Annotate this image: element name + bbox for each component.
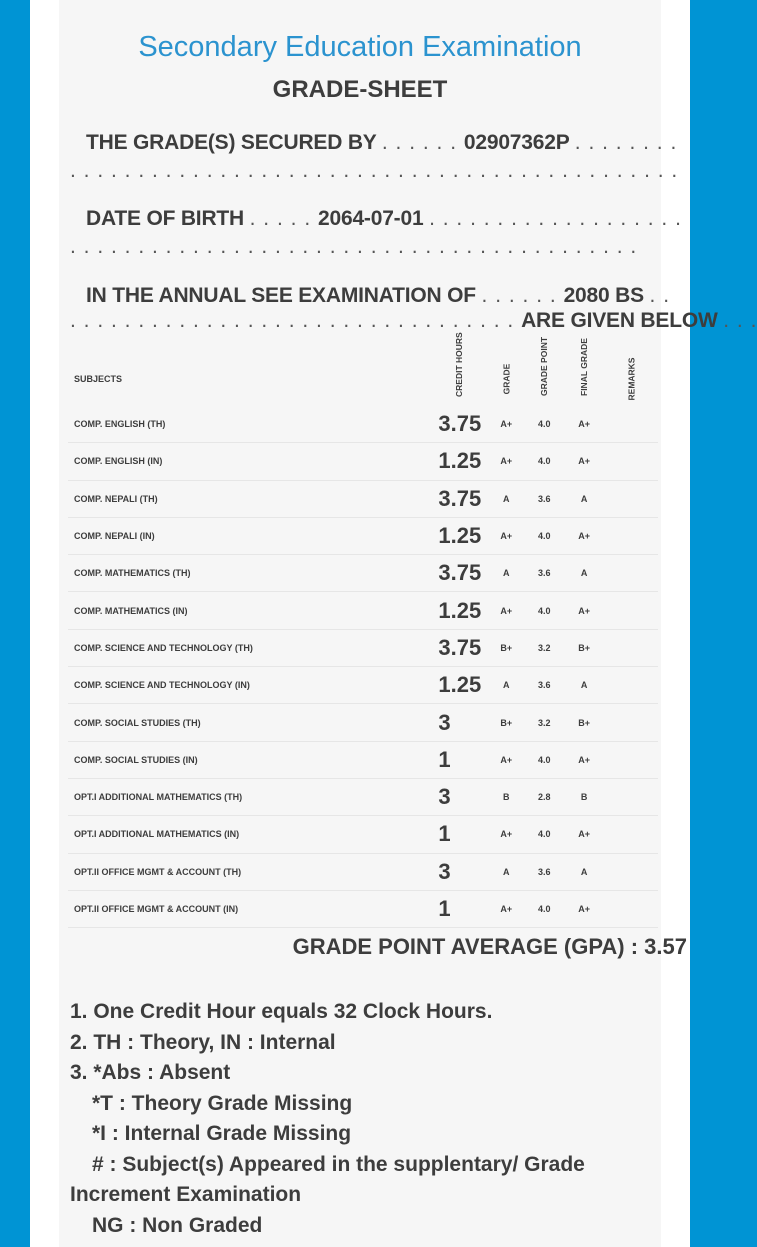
grade-point-cell: 3.6 xyxy=(524,667,564,704)
grade-cell: A xyxy=(488,555,524,592)
exam-label: IN THE ANNUAL SEE EXAMINATION OF xyxy=(86,284,476,307)
grade-point-cell: 4.0 xyxy=(524,406,564,443)
subject-cell: COMP. MATHEMATICS (IN) xyxy=(68,592,430,629)
note-item: 2. TH : Theory, IN : Internal xyxy=(70,1030,336,1054)
note-item: 1. One Credit Hour equals 32 Clock Hours. xyxy=(70,1000,493,1023)
sheet-title: GRADE-SHEET xyxy=(272,76,448,103)
subject-cell: COMP. NEPALI (IN) xyxy=(68,517,430,554)
dots-line: . . . . . . . . . . . . . . . . . . . . . . . . . . . . . . . . . . . . . . . . . . . . . xyxy=(70,159,679,182)
subject-cell: OPT.I ADDITIONAL MATHEMATICS (TH) xyxy=(68,778,430,815)
table-row xyxy=(68,517,658,554)
remarks-cell xyxy=(604,741,658,778)
credit-hours-cell: 1.25 xyxy=(430,517,488,554)
final-grade-cell: A+ xyxy=(564,517,604,554)
header-remarks: REMARKS xyxy=(626,357,637,401)
subject-cell: COMP. MATHEMATICS (TH) xyxy=(68,555,430,592)
final-grade-cell: B+ xyxy=(564,629,604,666)
exam-year: 2080 BS xyxy=(563,284,644,307)
credit-hours-cell: 1.25 xyxy=(430,592,488,629)
final-grade-cell: A+ xyxy=(564,406,604,443)
credit-hours-cell: 3.75 xyxy=(430,555,488,592)
dob-label: DATE OF BIRTH xyxy=(86,207,244,230)
header-grade-point: GRADE POINT xyxy=(539,336,550,396)
grade-cell: A+ xyxy=(488,741,524,778)
remarks-cell xyxy=(604,555,658,592)
note-item: Increment Examination xyxy=(70,1183,302,1206)
credit-hours-cell: 1 xyxy=(430,890,488,927)
final-grade-cell: A+ xyxy=(564,890,604,927)
subject-cell: OPT.I ADDITIONAL MATHEMATICS (IN) xyxy=(68,816,430,853)
given-below-label: ARE GIVEN BELOW xyxy=(521,309,718,332)
final-grade-cell: A xyxy=(564,555,604,592)
grade-cell: A+ xyxy=(488,592,524,629)
note-item: *T : Theory Grade Missing xyxy=(92,1091,353,1115)
credit-hours-cell: 3.75 xyxy=(430,406,488,443)
table-row xyxy=(68,667,658,704)
note-item: # : Subject(s) Appeared in the supplentary/ Grade xyxy=(92,1152,585,1176)
grade-cell: B+ xyxy=(488,629,524,666)
remarks-cell xyxy=(604,778,658,815)
credit-hours-cell: 3 xyxy=(430,778,488,815)
credit-hours-cell: 3 xyxy=(430,853,488,890)
table-row xyxy=(68,629,658,666)
table-row xyxy=(68,816,658,853)
grade-point-cell: 3.6 xyxy=(524,555,564,592)
grade-point-cell: 3.2 xyxy=(524,629,564,666)
grade-cell: A+ xyxy=(488,406,524,443)
credit-hours-cell: 3 xyxy=(430,704,488,741)
grade-point-cell: 3.2 xyxy=(524,704,564,741)
final-grade-cell: A xyxy=(564,853,604,890)
note-item: *I : Internal Grade Missing xyxy=(92,1122,352,1145)
table-header-row xyxy=(68,352,658,406)
final-grade-cell: A xyxy=(564,480,604,517)
table-row xyxy=(68,853,658,890)
grade-cell: A+ xyxy=(488,517,524,554)
final-grade-cell: A+ xyxy=(564,443,604,480)
grade-cell: A xyxy=(488,480,524,517)
table-row xyxy=(68,778,658,815)
header-credit-hours: CREDIT HOURS xyxy=(454,332,465,397)
grade-point-cell: 4.0 xyxy=(524,741,564,778)
table-row xyxy=(68,890,658,927)
grade-point-cell: 4.0 xyxy=(524,890,564,927)
credit-hours-cell: 3.75 xyxy=(430,629,488,666)
grade-point-cell: 4.0 xyxy=(524,816,564,853)
exam-title: Secondary Education Examination xyxy=(138,31,582,63)
gpa-summary: GRADE POINT AVERAGE (GPA) : 3.57 xyxy=(292,934,687,959)
table-row xyxy=(68,741,658,778)
subject-cell: OPT.II OFFICE MGMT & ACCOUNT (TH) xyxy=(68,853,430,890)
secured-by-label: THE GRADE(S) SECURED BY xyxy=(86,131,377,154)
header-final-grade: FINAL GRADE xyxy=(579,338,590,396)
credit-hours-cell: 1 xyxy=(430,816,488,853)
note-item: 3. *Abs : Absent xyxy=(70,1061,231,1084)
remarks-cell xyxy=(604,406,658,443)
grade-point-cell: 2.8 xyxy=(524,778,564,815)
grade-point-cell: 3.6 xyxy=(524,853,564,890)
grade-point-cell: 4.0 xyxy=(524,517,564,554)
final-grade-cell: A+ xyxy=(564,816,604,853)
grade-point-cell: 3.6 xyxy=(524,480,564,517)
subject-cell: COMP. SOCIAL STUDIES (IN) xyxy=(68,741,430,778)
final-grade-cell: A+ xyxy=(564,592,604,629)
header-subjects: SUBJECTS xyxy=(74,374,123,384)
remarks-cell xyxy=(604,592,658,629)
grade-cell: A+ xyxy=(488,890,524,927)
remarks-cell xyxy=(604,443,658,480)
table-row xyxy=(68,443,658,480)
credit-hours-cell: 3.75 xyxy=(430,480,488,517)
subject-cell: COMP. SOCIAL STUDIES (TH) xyxy=(68,704,430,741)
remarks-cell xyxy=(604,517,658,554)
note-item: NG : Non Graded xyxy=(92,1213,263,1237)
grade-cell: A+ xyxy=(488,816,524,853)
table-row xyxy=(68,555,658,592)
grade-cell: B xyxy=(488,778,524,815)
table-row xyxy=(68,704,658,741)
subject-cell: COMP. NEPALI (TH) xyxy=(68,480,430,517)
remarks-cell xyxy=(604,853,658,890)
grade-cell: B+ xyxy=(488,704,524,741)
grade-cell: A+ xyxy=(488,443,524,480)
credit-hours-cell: 1 xyxy=(430,741,488,778)
remarks-cell xyxy=(604,704,658,741)
subject-cell: COMP. SCIENCE AND TECHNOLOGY (IN) xyxy=(68,667,430,704)
given-below-line: . . . . . . . . . . . . . . . . . . . . . . . . . . . . . . . . . ARE GIVEN BELOW . . . xyxy=(70,309,757,332)
dob-line: DATE OF BIRTH . . . . . 2064-07-01 . . . . . . . . . . . . . . . . . . . xyxy=(86,207,682,230)
subject-cell: COMP. SCIENCE AND TECHNOLOGY (TH) xyxy=(68,629,430,666)
final-grade-cell: B xyxy=(564,778,604,815)
subject-cell: COMP. ENGLISH (TH) xyxy=(68,406,430,443)
header-grade: GRADE xyxy=(501,363,512,395)
subject-cell: OPT.II OFFICE MGMT & ACCOUNT (IN) xyxy=(68,890,430,927)
final-grade-cell: A+ xyxy=(564,741,604,778)
remarks-cell xyxy=(604,480,658,517)
dots-line: . . . . . . . . . . . . . . . . . . . . . . . . . . . . . . . . . . . . . . . . . . xyxy=(70,235,638,258)
secured-by-line: THE GRADE(S) SECURED BY . . . . . . 02907362P . . . . . . . . xyxy=(86,131,678,154)
subject-cell: COMP. ENGLISH (IN) xyxy=(68,443,430,480)
dob-value: 2064-07-01 xyxy=(318,207,424,230)
grade-point-cell: 4.0 xyxy=(524,592,564,629)
grades-table xyxy=(68,332,658,928)
remarks-cell xyxy=(604,890,658,927)
symbol-number: 02907362P xyxy=(463,131,570,154)
exam-line: IN THE ANNUAL SEE EXAMINATION OF . . . . . . 2080 BS . . xyxy=(86,284,671,307)
remarks-cell xyxy=(604,667,658,704)
credit-hours-cell: 1.25 xyxy=(430,667,488,704)
table-row xyxy=(68,480,658,517)
grade-cell: A xyxy=(488,667,524,704)
remarks-cell xyxy=(604,816,658,853)
final-grade-cell: B+ xyxy=(564,704,604,741)
grade-cell: A xyxy=(488,853,524,890)
table-row xyxy=(68,406,658,443)
table-row xyxy=(68,592,658,629)
notes-list xyxy=(70,997,660,1241)
remarks-cell xyxy=(604,629,658,666)
grade-point-cell: 4.0 xyxy=(524,443,564,480)
final-grade-cell: A xyxy=(564,667,604,704)
credit-hours-cell: 1.25 xyxy=(430,443,488,480)
